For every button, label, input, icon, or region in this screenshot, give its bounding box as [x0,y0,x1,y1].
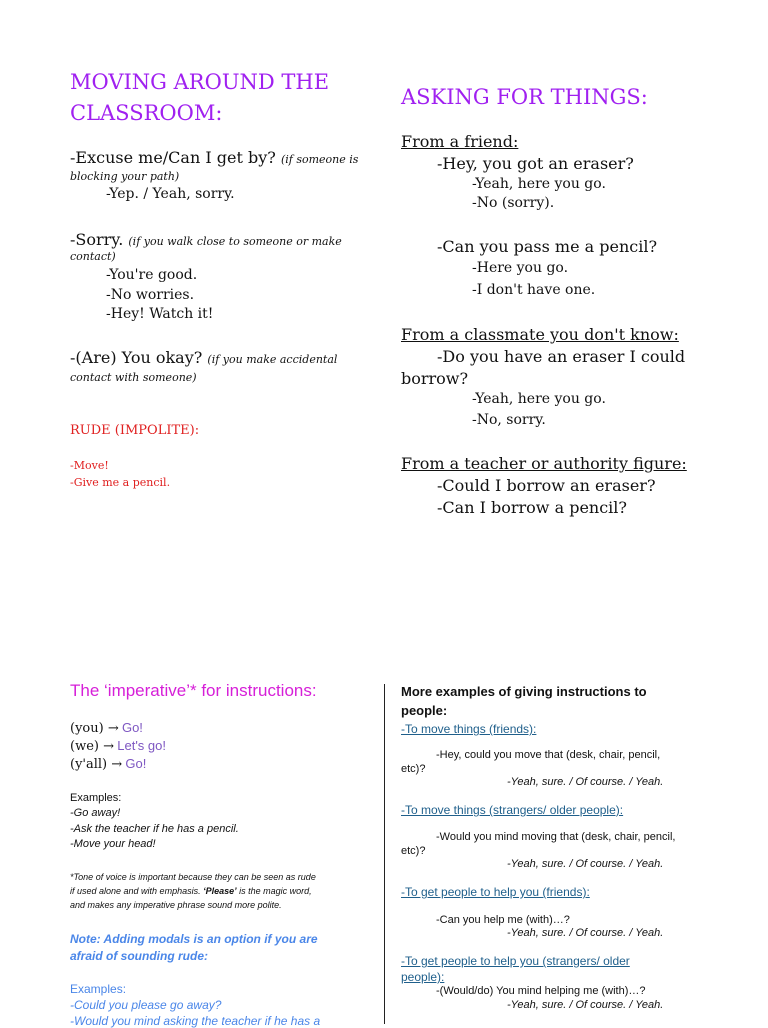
friend-q2-reply-1: -Here you go. [472,260,569,276]
imperative-you [70,720,143,736]
example2-2: -Would you mind asking the teacher if he has a [70,1014,321,1028]
friend-q1: -Hey, you got an eraser? [437,154,634,173]
example-1: -Go away! [70,807,121,819]
title-imperative: The ‘imperative’* for instructions: [70,681,317,700]
note-line1: Note: Adding modals is an option if you are [70,932,318,946]
section-2-heading: -To move things (strangers/ older people): [401,803,624,817]
imperative-yall-verb: Go! [125,756,147,771]
imperative-we [70,738,166,754]
title-more-examples-line2: people: [401,703,448,718]
friend-q1-reply-2: -No (sorry). [472,195,555,211]
title-asking: ASKING FOR THINGS: [401,85,648,109]
imperative-you-subject: (you) → [70,721,119,736]
imperative-you-verb: Go! [121,720,143,735]
rude-heading: RUDE (IMPOLITE): [70,423,200,438]
sorry-line [70,230,342,249]
section-1-reply: -Yeah, sure. / Of course. / Yeah. [507,776,664,788]
classmate-reply-1: -Yeah, here you go. [472,391,606,407]
tone-line1: *Tone of voice is important because they can be seen as rude [70,872,316,882]
title-moving-line2: CLASSROOM: [70,101,223,125]
section-3-q1: -Can you help me (with)…? [436,914,570,926]
example2-1: -Could you please go away? [70,998,222,1012]
excuse-note-2: blocking your path) [70,170,180,183]
classmate-q-line1: -Do you have an eraser I could [437,347,686,366]
section-2-reply: -Yeah, sure. / Of course. / Yeah. [507,858,664,870]
section-1-q2: etc)? [401,763,426,775]
section-4-heading-line1: -To get people to help you (strangers/ older [401,954,630,968]
classmate-q-line2: borrow? [401,369,469,388]
teacher-q2: -Can I borrow a pencil? [437,498,627,517]
section-3-heading: -To get people to help you (friends): [401,885,590,899]
section-1-q1: -Hey, could you move that (desk, chair, pencil, [436,749,661,761]
section-2-q2: etc)? [401,845,426,857]
excuse-reply: -Yep. / Yeah, sorry. [106,186,235,202]
rude-item-1: -Move! [70,459,109,472]
examples-label: Examples: [70,792,122,804]
sorry-reply-1: -You're good. [106,267,198,283]
examples2-label: Examples: [70,982,127,996]
friend-q2: -Can you pass me a pencil? [437,237,658,256]
tone-please: ‘Please’ [203,886,237,896]
friend-heading: From a friend: [401,132,519,151]
teacher-q1: -Could I borrow an eraser? [437,476,656,495]
section-4-reply: -Yeah, sure. / Of course. / Yeah. [507,999,664,1011]
imperative-we-subject: (we) → [70,739,114,754]
classmate-heading: From a classmate you don't know: [401,325,679,344]
section-3-reply: -Yeah, sure. / Of course. / Yeah. [507,927,664,939]
column-divider [384,684,385,1024]
tone-line2b: is the magic word, [236,886,312,896]
section-2-q1: -Would you mind moving that (desk, chair, pencil, [436,831,676,843]
example-2: -Ask the teacher if he has a pencil. [70,823,239,835]
imperative-yall-subject: (y'all) → [70,757,123,772]
rude-item-2: -Give me a pencil. [70,476,171,489]
example-3: -Move your head! [70,838,156,850]
note-line2: afraid of sounding rude: [70,949,208,963]
classmate-reply-2: -No, sorry. [472,412,546,428]
section-4-heading-line2: people): [401,970,445,984]
title-more-examples-line1: More examples of giving instructions to [401,684,647,699]
teacher-heading: From a teacher or authority figure: [401,454,687,473]
excuse-note: (if someone is [280,153,359,166]
sorry-note-2: contact) [70,250,116,263]
excuse-line [70,148,358,167]
sorry-reply-2: -No worries. [106,287,195,303]
friend-q1-reply-1: -Yeah, here you go. [472,176,606,192]
section-1-heading: -To move things (friends): [401,722,537,736]
tone-line2 [70,886,312,896]
section-4-q1: -(Would/do) You mind helping me (with)…? [436,985,646,997]
tone-line2a: if used alone and with emphasis. [70,886,204,896]
sorry-reply-3: -Hey! Watch it! [106,306,214,322]
sorry-note: (if you walk close to someone or make [128,235,342,248]
okay-note-2: contact with someone) [70,371,197,384]
title-moving-line1: MOVING AROUND THE [70,70,330,94]
sorry-phrase: -Sorry. [70,230,124,249]
okay-note: (if you make accidental [207,353,338,366]
tone-line3: and makes any imperative phrase sound more polite. [70,900,282,910]
friend-q2-reply-2: -I don't have one. [472,282,596,298]
okay-line [70,348,337,367]
imperative-yall [70,756,146,772]
excuse-phrase: -Excuse me/Can I get by? [70,148,276,167]
imperative-we-verb: Let's go! [117,738,166,753]
okay-phrase: -(Are) You okay? [70,348,203,367]
